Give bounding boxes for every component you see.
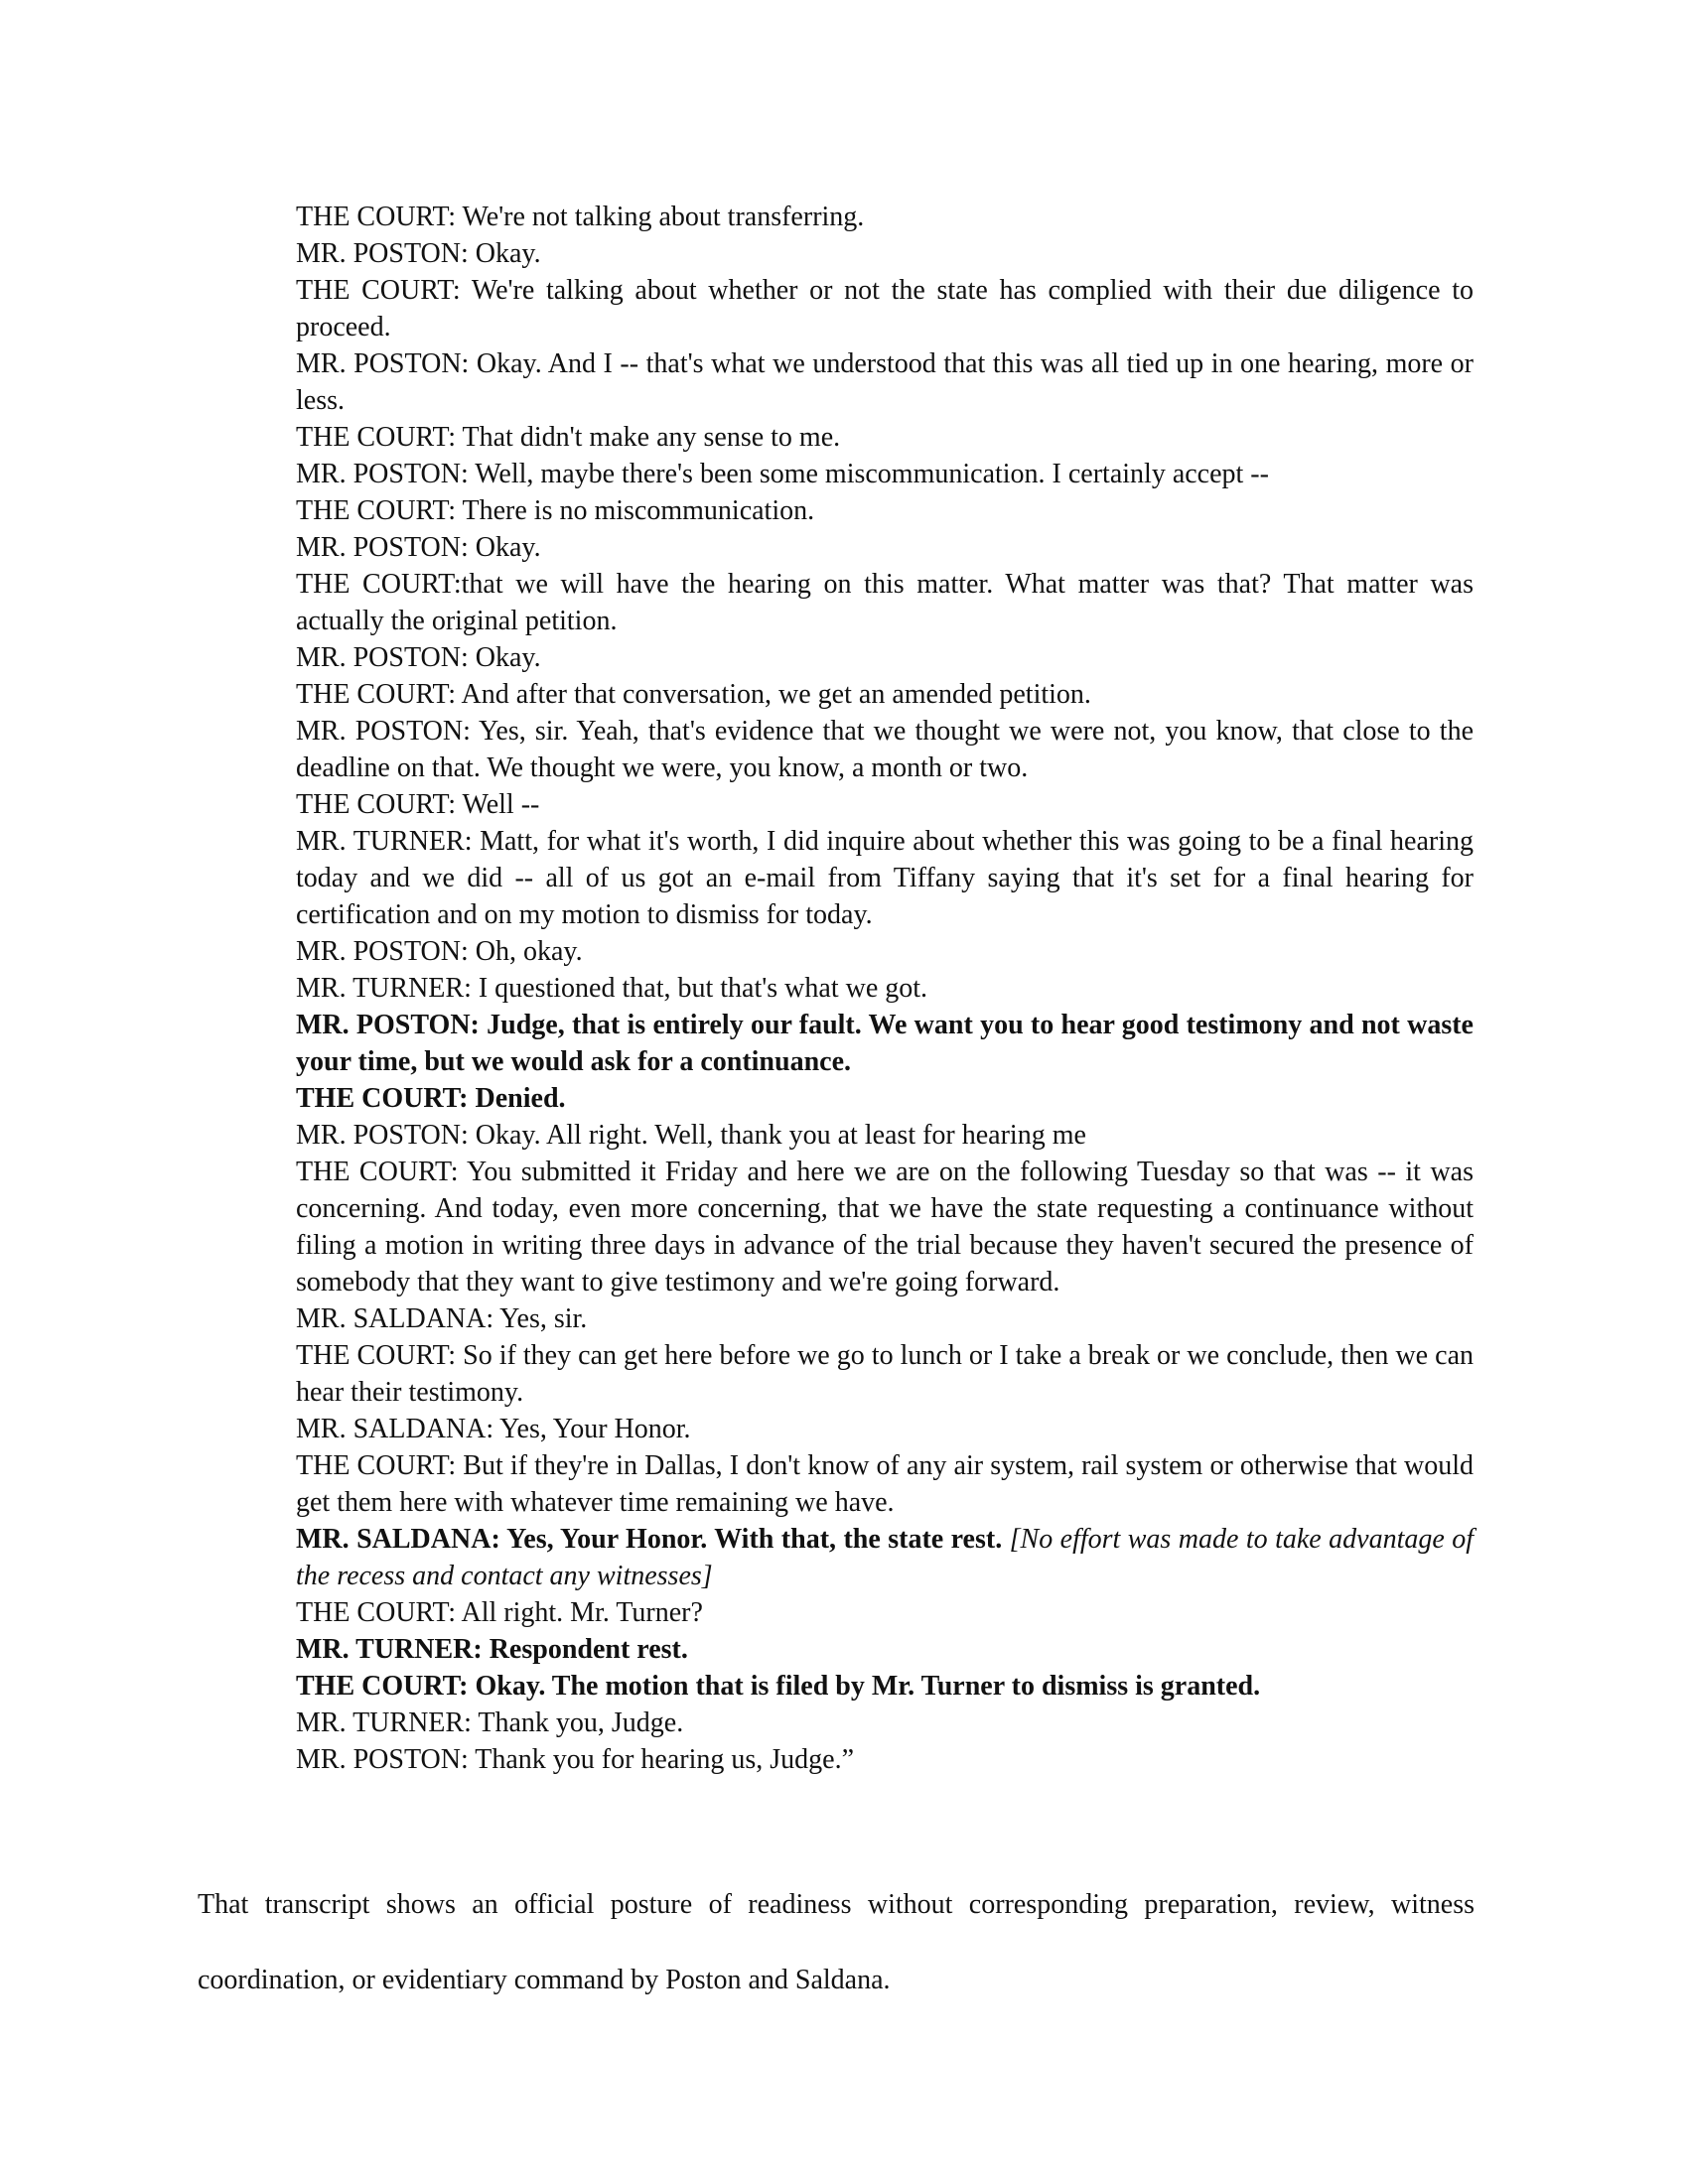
transcript-line-text: MR. SALDANA: Yes, Your Honor. With that, the state rest.: [296, 1524, 1003, 1555]
transcript-line: THE COURT: You submitted it Friday and here we are on the following Tuesday so that was -- it was concerning. And today, even more concerning, that we have the state requesting a continuance without filing a motion in writing three days in advance of the trial because they haven't secured the presence of somebody that they want to give testimony and we're going forward.: [296, 1157, 1474, 1297]
transcript-line: MR. POSTON: Oh, okay.: [296, 936, 583, 967]
transcript-line: THE COURT: But if they're in Dallas, I don't know of any air system, rail system or otherwise that would get them here with whatever time remaining we have.: [296, 1450, 1474, 1518]
conclusion-paragraph: That transcript shows an official posture of readiness without corresponding preparation, review, witness coordination, or evidentiary command by Poston and Saldana.: [198, 1889, 1475, 1995]
transcript-line: THE COURT: So if they can get here before we go to lunch or I take a break or we conclude, then we can hear their testimony.: [296, 1340, 1474, 1408]
transcript-line: MR. POSTON: Okay.: [296, 642, 541, 673]
transcript-line: THE COURT: That didn't make any sense to me.: [296, 422, 841, 453]
transcript-line: MR. SALDANA: Yes, sir.: [296, 1303, 588, 1334]
transcript-line: MR. POSTON: Yes, sir. Yeah, that's evidence that we thought we were not, you know, that close to the deadline on that. We thought we were, you know, a month or two.: [296, 716, 1474, 783]
transcript-line-emphasized: [296, 1521, 1474, 1594]
transcript-line: MR. TURNER: I questioned that, but that's what we got.: [296, 973, 928, 1004]
transcript-line-emphasized: MR. TURNER: Respondent rest.: [296, 1634, 688, 1665]
transcript-line: MR. POSTON: Okay.: [296, 532, 541, 563]
transcript-line: MR. POSTON: Okay.: [296, 238, 541, 269]
transcript-line-emphasized: THE COURT: Okay. The motion that is filed by Mr. Turner to dismiss is granted.: [296, 1671, 1261, 1702]
transcript-line: MR. POSTON: Okay. All right. Well, thank you at least for hearing me: [296, 1120, 1086, 1151]
transcript-line-emphasized: THE COURT: Denied.: [296, 1083, 566, 1114]
transcript-line: MR. POSTON: Okay. And I -- that's what we understood that this was all tied up in one hearing, more or less.: [296, 348, 1474, 416]
transcript-block: [296, 199, 1474, 1778]
transcript-line: THE COURT: We're talking about whether or not the state has complied with their due diligence to proceed.: [296, 275, 1474, 342]
transcript-line: THE COURT: And after that conversation, we get an amended petition.: [296, 679, 1091, 710]
transcript-line: MR. SALDANA: Yes, Your Honor.: [296, 1414, 691, 1444]
transcript-line: THE COURT: We're not talking about transferring.: [296, 202, 865, 232]
transcript-line-emphasized: MR. POSTON: Judge, that is entirely our fault. We want you to hear good testimony and not waste your time, but we would ask for a continuance.: [296, 1010, 1474, 1077]
transcript-line: THE COURT: Well --: [296, 789, 540, 820]
transcript-line: MR. TURNER: Thank you, Judge.: [296, 1707, 684, 1738]
editorial-note: [No effort was made to take advantage of the recess and contact any witnesses]: [296, 1524, 1474, 1591]
transcript-line: THE COURT:that we will have the hearing on this matter. What matter was that? That matter was actually the original petition.: [296, 569, 1474, 636]
transcript-line: THE COURT: All right. Mr. Turner?: [296, 1597, 703, 1628]
transcript-line: MR. POSTON: Thank you for hearing us, Judge.”: [296, 1744, 855, 1775]
transcript-line: MR. TURNER: Matt, for what it's worth, I did inquire about whether this was going to be a final hearing today and we did -- all of us got an e-mail from Tiffany saying that it's set for a final hearing for certification and on my motion to dismiss for today.: [296, 826, 1474, 930]
transcript-line: MR. POSTON: Well, maybe there's been some miscommunication. I certainly accept --: [296, 459, 1269, 489]
transcript-line: THE COURT: There is no miscommunication.: [296, 495, 815, 526]
